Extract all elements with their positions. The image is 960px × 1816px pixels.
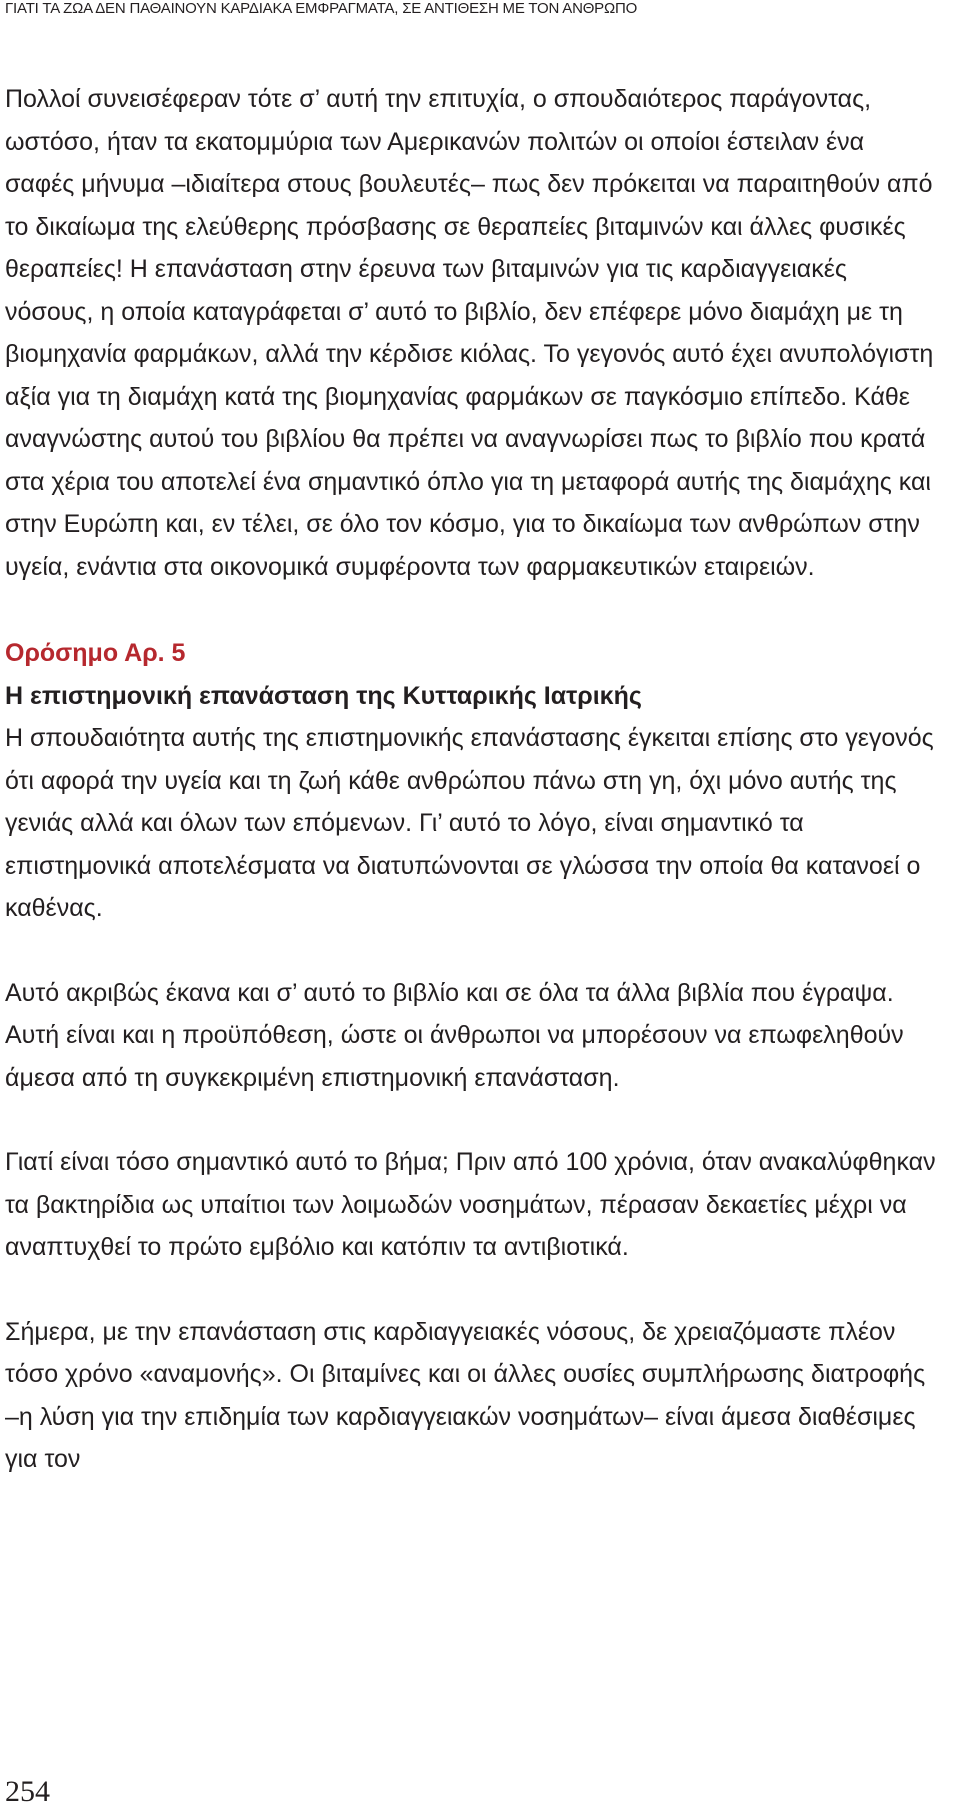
body-paragraph: Αυτό ακριβώς έκανα και σ’ αυτό το βιβλίο και σε όλα τα άλλα βιβλία που έγραψα. Αυτή είναι και η προϋπόθεση, ώστε οι άνθρωποι να μπορέσουν να επωφεληθούν άμεσα από τη συγκεκριμένη επιστημονική επανάσταση. (5, 978, 904, 1092)
running-header: ΓΙΑΤΙ ΤΑ ΖΩΑ ΔΕΝ ΠΑΘΑΙΝΟΥΝ ΚΑΡΔΙΑΚΑ ΕΜΦΡΑΓΜΑΤΑ, ΣΕ ΑΝΤΙΘΕΣΗ ΜΕ ΤΟΝ ΑΝΘΡΩΠΟ (5, 0, 638, 17)
body-paragraph: Πολλοί συνεισέφεραν τότε σ’ αυτή την επιτυχία, ο σπουδαιότερος παράγοντας, ωστόσο, ήταν τα εκατομμύρια των Αμερικανών πολιτών οι οποίοι έστειλαν ένα σαφές μήνυμα –ιδιαίτερα στους βουλευτές– πως δεν πρόκειται να παραιτηθούν από το δικαίωμα της ελεύθερης πρόσβασης σε θεραπείες βιταμινών και άλλες φυσικές θεραπείες! Η επανάσταση στην έρευνα των βιταμινών για τις καρδιαγγειακές νόσους, η οποία καταγράφεται σ’ αυτό το βιβλίο, δεν επέφερε μόνο διαμάχη με τη βιομηχανία φαρμάκων, αλλά την κέρδισε κιόλας. Το γεγονός αυτό έχει ανυπολόγιστη αξία για τη διαμάχη κατά της βιομηχανίας φαρμάκων σε παγκόσμιο επίπεδο. Κάθε αναγνώστης αυτού του βιβλίου θα πρέπει να αναγνωρίσει πως το βιβλίο που κρατά στα χέρια του αποτελεί ένα σημαντικό όπλο για τη μεταφορά αυτής της διαμάχης και στην Ευρώπη και, εν τέλει, σε όλο τον κόσμο, για το δικαίωμα των ανθρώπων στην υγεία, ενάντια στα οικονομικά συμφέροντα των φαρμακευτικών εταιρειών. (5, 85, 934, 581)
page-number: 254 (5, 1775, 50, 1808)
body-paragraph: Η σπουδαιότητα αυτής της επιστημονικής επανάστασης έγκειται επίσης στο γεγονός ότι αφορά την υγεία και τη ζωή κάθε ανθρώπου πάνω στη γη, όχι μόνο αυτής της γενιάς αλλά και όλων των επόμενων. Γι’ αυτό το λόγο, είναι σημαντικό τα επιστημονικά αποτελέσματα να διατυπώνονται σε γλώσσα την οποία θα κατανοεί ο καθένας. (5, 724, 934, 922)
body-paragraph: Γιατί είναι τόσο σημαντικό αυτό το βήμα; Πριν από 100 χρόνια, όταν ανακαλύφθηκαν τα βακτηρίδια ως υπαίτιοι των λοιμωδών νοσημάτων, πέρασαν δεκαετίες μέχρι να αναπτυχθεί το πρώτο εμβόλιο και κατόπιν τα αντιβιοτικά. (5, 1148, 936, 1261)
page-body (5, 78, 940, 1481)
body-paragraph: Σήμερα, με την επανάσταση στις καρδιαγγειακές νόσους, δε χρειαζόμαστε πλέον τόσο χρόνο «αναμονής». Οι βιταμίνες και οι άλλες ουσίες συμπλήρωσης διατροφής –η λύση για την επιδημία των καρδιαγγειακών νοσημάτων– είναι άμεσα διαθέσιμες για τον (5, 1317, 926, 1473)
landmark-label: Ορόσημο Αρ. 5 (5, 639, 186, 667)
section-title: Η επιστημονική επανάσταση της Κυτταρικής Ιατρικής (5, 681, 642, 710)
